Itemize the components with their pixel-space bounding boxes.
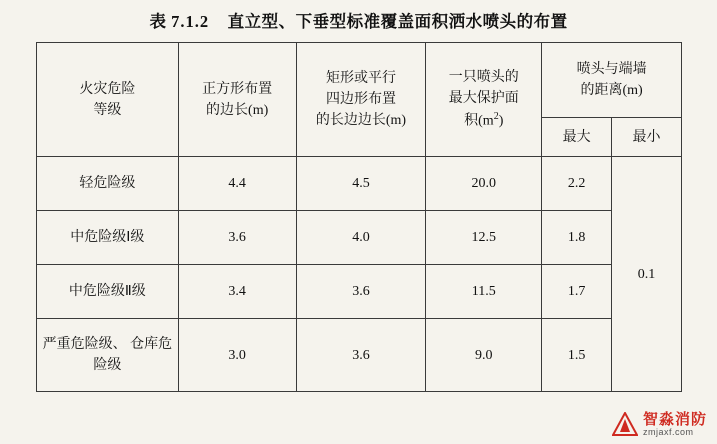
cell-long-side: 4.0 [296,211,426,265]
table-row [37,211,682,265]
cell-square-side: 4.4 [178,157,296,211]
table-title-number: 7.1.2 [171,12,210,31]
cell-hazard-level: 严重危险级、 仓库危险级 [37,319,179,392]
table-title-text: 直立型、下垂型标准覆盖面积洒水喷头的布置 [227,12,568,31]
cell-wall-min-merged: 0.1 [612,157,682,392]
cell-wall-max: 1.8 [542,211,612,265]
cell-square-side: 3.6 [178,211,296,265]
header-square-side: 正方形布置 的边长(m) [178,43,296,157]
cell-long-side: 3.6 [296,265,426,319]
sprinkler-layout-table [36,42,682,392]
cell-hazard-level: 轻危险级 [37,157,179,211]
header-hazard-level: 火灾危险 等级 [37,43,179,157]
cell-hazard-level: 中危险级Ⅱ级 [37,265,179,319]
cell-max-area: 12.5 [426,211,542,265]
cell-wall-max: 2.2 [542,157,612,211]
watermark-text [643,412,707,437]
header-area-with-unit: 积$(m^2)$ [464,111,504,129]
table-title-prefix: 表 [149,12,167,31]
watermark-brand: 智淼消防 [642,411,707,429]
cell-square-side: 3.4 [178,265,296,319]
table-row [37,319,682,392]
header-long-side: 矩形或平行 四边形布置 的长边边长(m) [296,43,426,157]
watermark-logo [612,412,707,438]
cell-max-area: 9.0 [426,319,542,392]
table-title [0,8,717,32]
header-wall-distance-group: 喷头与端墙 的距离(m) [542,43,682,118]
flame-logo-icon [612,412,638,438]
cell-long-side: 4.5 [296,157,426,211]
cell-max-area: 20.0 [426,157,542,211]
cell-hazard-level: 中危险级Ⅰ级 [37,211,179,265]
table-header-row-1 [37,43,682,118]
cell-wall-max: 1.7 [542,265,612,319]
cell-max-area: 11.5 [426,265,542,319]
watermark-url: zmjaxf.com [642,427,694,438]
table-row [37,157,682,211]
header-wall-distance-max: 最大 [542,118,612,157]
header-max-protection-area: 一只喷头的 最大保护面 积$(m^2)$ [426,43,542,157]
table-row [37,265,682,319]
cell-square-side: 3.0 [178,319,296,392]
cell-wall-max: 1.5 [542,319,612,392]
header-wall-distance-min: 最小 [612,118,682,157]
cell-long-side: 3.6 [296,319,426,392]
